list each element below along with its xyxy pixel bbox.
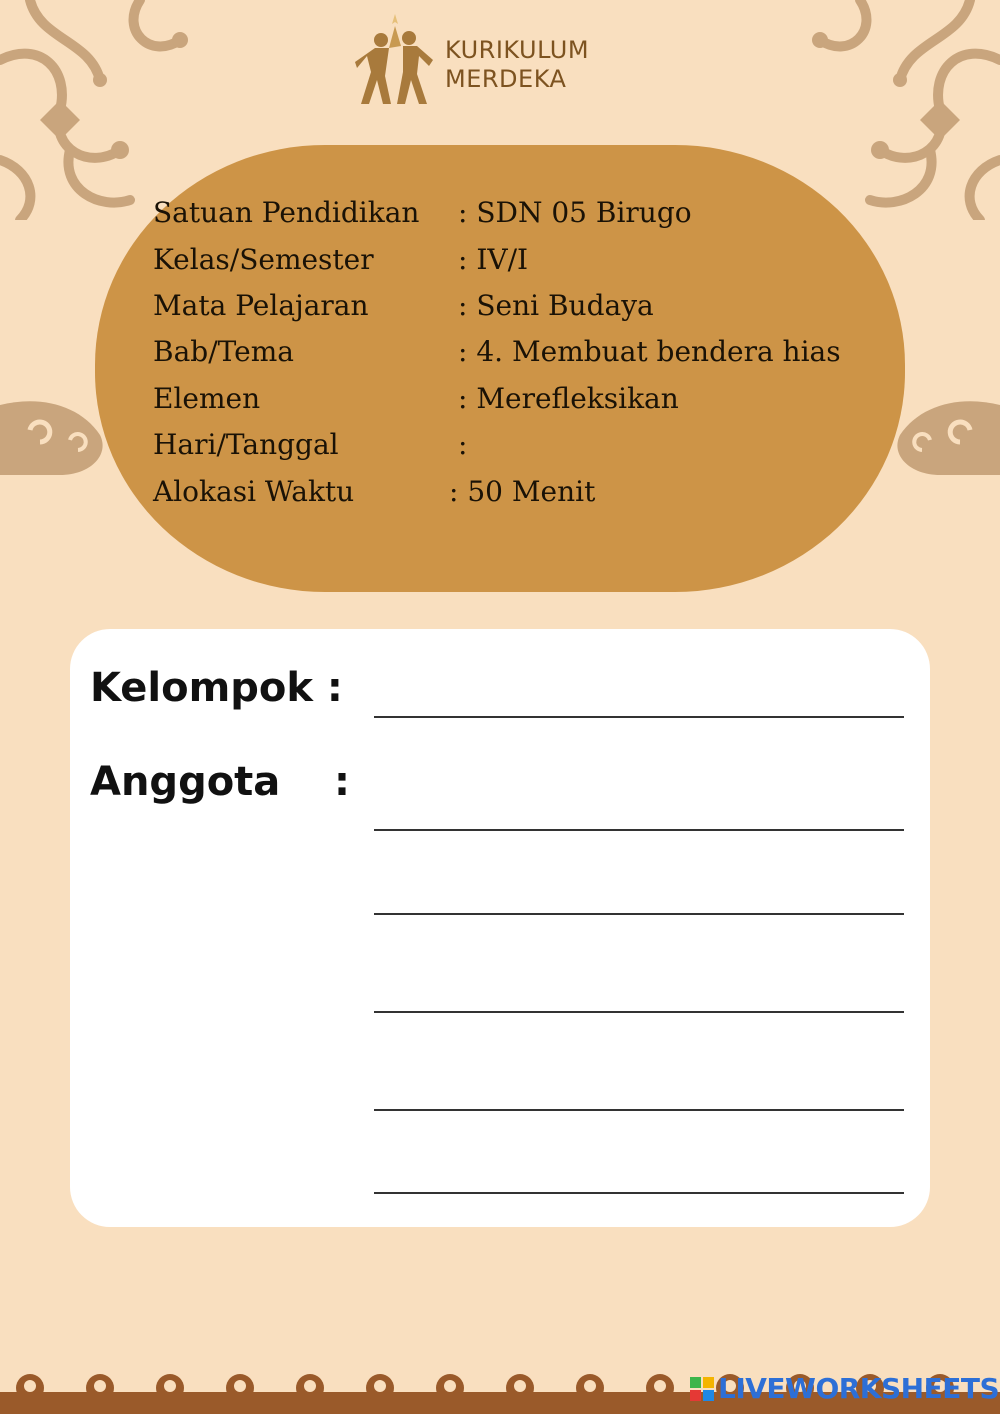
watermark-text: LIVEWORKSHEETS [718,1372,1000,1405]
info-label: Kelas/Semester [153,243,374,276]
logo-line-2: MERDEKA [445,65,567,93]
people-emblem-icon [355,12,435,112]
cloud-ornament-right [890,395,1000,485]
info-value: : [458,428,468,461]
info-value: : 50 Menit [449,475,596,508]
info-label: Satuan Pendidikan [153,196,420,229]
info-value: : SDN 05 Birugo [458,196,692,229]
anggota-colon: : [334,759,350,805]
info-label: Elemen [153,382,261,415]
logo-wordmark [445,36,589,94]
kelompok-label: Kelompok : [90,665,343,711]
corner-ornament-right [780,0,1000,220]
info-value: : IV/I [458,243,529,276]
anggota-answer-line-3[interactable] [374,1011,904,1013]
info-label: Hari/Tanggal [153,428,339,461]
identity-panel [95,145,905,592]
group-form-card [70,629,930,1227]
info-value: : Merefleksikan [458,382,679,415]
logo-line-1: KURIKULUM [445,36,590,64]
info-label: Alokasi Waktu [153,475,355,508]
kurikulum-merdeka-logo [355,12,645,112]
info-value: : 4. Membuat bendera hias [458,335,841,368]
info-value: : Seni Budaya [458,289,654,322]
liveworksheets-logo-icon [690,1377,714,1401]
anggota-answer-line-5[interactable] [374,1192,904,1194]
kelompok-answer-line[interactable] [374,716,904,718]
liveworksheets-watermark [690,1372,999,1406]
anggota-answer-line-1[interactable] [374,829,904,831]
info-label: Bab/Tema [153,335,294,368]
anggota-answer-line-4[interactable] [374,1109,904,1111]
corner-ornament-left [0,0,220,220]
info-label: Mata Pelajaran [153,289,369,322]
cloud-ornament-left [0,395,110,485]
anggota-answer-line-2[interactable] [374,913,904,915]
anggota-label: Anggota [90,759,281,805]
